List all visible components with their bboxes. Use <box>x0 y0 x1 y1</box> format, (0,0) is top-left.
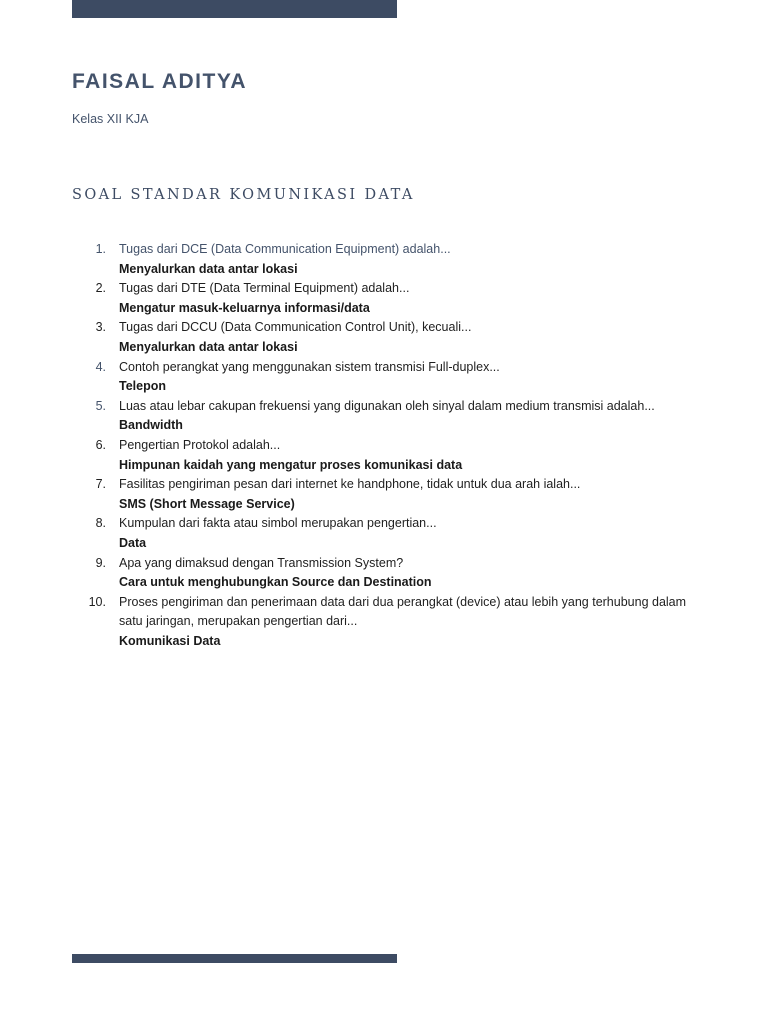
question-text-1: Tugas dari DCE (Data Communication Equipment) adalah... <box>119 242 451 256</box>
question-text-10: Proses pengiriman dan penerimaan data dari dua perangkat (device) atau lebih yang terhubung dalam satu jaringan, merupakan pengertian dari... <box>119 594 687 629</box>
question-number-9: 9. <box>95 555 106 570</box>
question-number-10: 10. <box>88 594 106 609</box>
question-item-7 <box>72 475 692 514</box>
question-text-8: Kumpulan dari fakta atau simbol merupakan pengertian... <box>119 516 437 531</box>
question-text-9: Apa yang dimaksud dengan Transmission System? <box>119 555 404 570</box>
question-text-4: Contoh perangkat yang menggunakan sistem transmisi Full-duplex... <box>119 359 500 374</box>
question-text-6: Pengertian Protokol adalah... <box>119 437 281 452</box>
question-item-8 <box>72 514 692 553</box>
question-item-3 <box>72 318 692 357</box>
question-item-5 <box>72 397 692 436</box>
question-number-7: 7. <box>95 477 106 492</box>
answer-text-2: Mengatur masuk-keluarnya informasi/data <box>119 300 370 315</box>
answer-text-10: Komunikasi Data <box>119 633 221 648</box>
question-item-6 <box>72 436 692 475</box>
answer-text-3: Menyalurkan data antar lokasi <box>119 339 298 354</box>
question-text-5: Luas atau lebar cakupan frekuensi yang digunakan oleh sinyal dalam medium transmisi adalah... <box>119 398 655 413</box>
question-item-9 <box>72 554 692 593</box>
question-number-1: 1. <box>95 242 106 256</box>
class-label: Kelas XII KJA <box>72 112 149 126</box>
author-name: FAISAL ADITYA <box>72 70 248 93</box>
question-text-2: Tugas dari DTE (Data Terminal Equipment) adalah... <box>119 281 410 296</box>
answer-text-9: Cara untuk menghubungkan Source dan Destination <box>119 575 432 590</box>
top-accent-bar <box>72 0 397 18</box>
answer-text-1: Menyalurkan data antar lokasi <box>119 261 298 276</box>
question-list <box>72 240 692 651</box>
section-title: SOAL STANDAR KOMUNIKASI DATA <box>72 187 415 203</box>
bottom-accent-bar <box>72 954 397 963</box>
question-item-10 <box>72 593 692 652</box>
question-item-1 <box>72 240 692 279</box>
question-text-3: Tugas dari DCCU (Data Communication Control Unit), kecuali... <box>119 320 472 335</box>
answer-text-6: Himpunan kaidah yang mengatur proses komunikasi data <box>119 457 463 472</box>
answer-text-7: SMS (Short Message Service) <box>119 496 295 511</box>
question-number-2: 2. <box>95 281 106 296</box>
question-number-3: 3. <box>95 320 106 335</box>
question-item-2 <box>72 279 692 318</box>
answer-text-4: Telepon <box>119 379 166 394</box>
question-item-4 <box>72 358 692 397</box>
question-number-8: 8. <box>95 516 106 531</box>
question-number-5: 5. <box>95 398 106 413</box>
question-number-6: 6. <box>95 437 106 452</box>
answer-text-5: Bandwidth <box>119 418 183 433</box>
question-number-4: 4. <box>95 359 106 374</box>
question-text-7: Fasilitas pengiriman pesan dari internet ke handphone, tidak untuk dua arah ialah... <box>119 477 581 492</box>
answer-text-8: Data <box>119 535 147 550</box>
